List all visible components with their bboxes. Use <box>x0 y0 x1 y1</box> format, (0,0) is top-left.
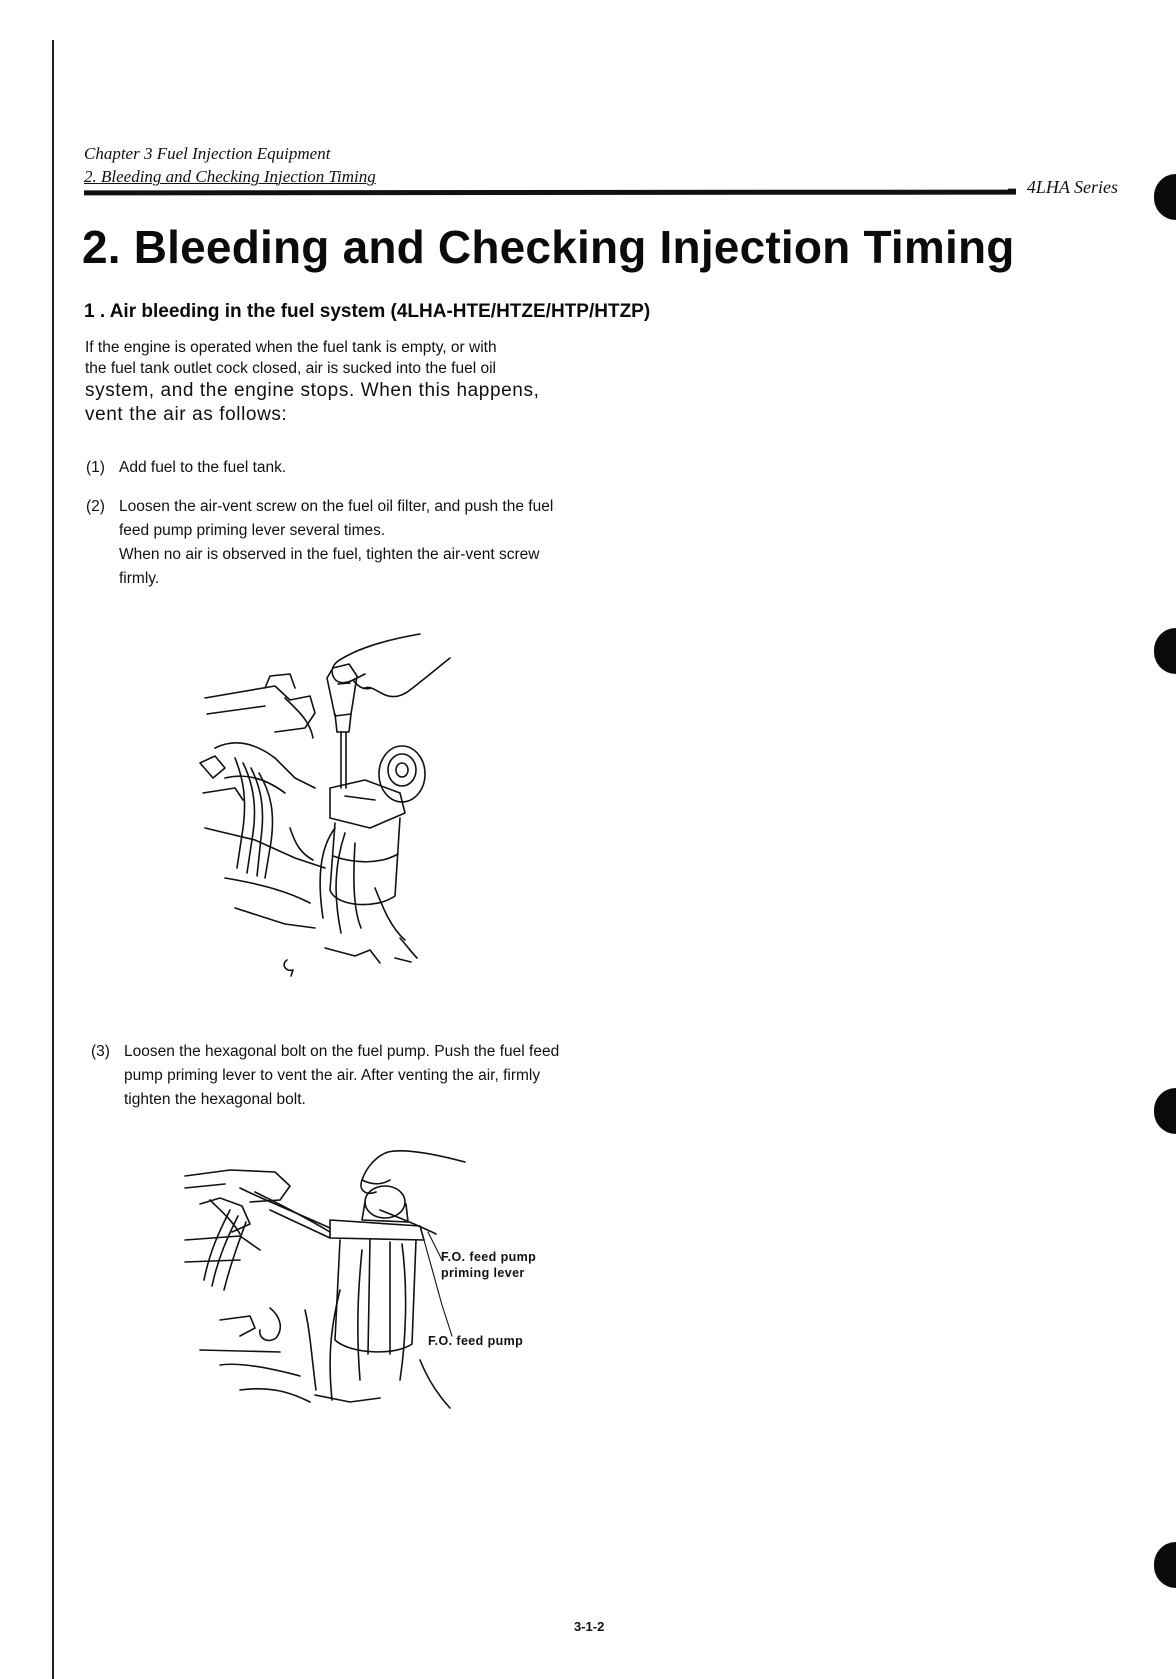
running-head <box>84 142 376 188</box>
chapter-heading: Chapter 3 Fuel Injection Equipment <box>84 144 331 163</box>
feed-pump-illustration <box>180 1140 470 1415</box>
series-tag: 4LHA Series <box>1026 177 1118 197</box>
left-margin-line <box>52 40 54 1679</box>
feed-pump-callout: F.O. feed pump <box>428 1334 524 1348</box>
page-title: 2. Bleeding and Checking Injection Timing <box>82 221 1015 273</box>
binder-hole <box>1154 1088 1176 1134</box>
intro-line-3: system, and the engine stops. When this happens, <box>85 380 540 401</box>
section-heading: 2. Bleeding and Checking Injection Timing <box>84 167 376 186</box>
step-3 <box>91 1040 591 1112</box>
step-number: (3) <box>91 1043 110 1060</box>
air-vent-screw-illustration <box>195 628 455 988</box>
binder-hole <box>1154 628 1176 674</box>
step-text-continued: When no air is observed in the fuel, tighten the air-vent screw firmly. <box>119 546 540 587</box>
binder-hole <box>1154 1542 1176 1588</box>
priming-lever-callout <box>441 1249 536 1281</box>
binder-hole <box>1154 174 1176 220</box>
step-text: Loosen the hexagonal bolt on the fuel pump. Push the fuel feed pump priming lever to vent the air. After venting the air, firmly tighten the hexagonal bolt. <box>124 1043 560 1108</box>
step-1 <box>86 456 586 480</box>
intro-paragraph <box>85 337 565 427</box>
intro-line-1: If the engine is operated when the fuel tank is empty, or with <box>85 339 497 356</box>
step-number: (2) <box>86 498 105 515</box>
step-2 <box>86 495 586 591</box>
page-number: 3-1-2 <box>574 1619 605 1634</box>
section-title: 1 . Air bleeding in the fuel system (4LHA-HTE/HTZE/HTP/HTZP) <box>84 301 651 322</box>
step-number: (1) <box>86 459 105 476</box>
intro-line-2: the fuel tank outlet cock closed, air is sucked into the fuel oil <box>85 360 496 377</box>
step-text: Add fuel to the fuel tank. <box>119 459 287 476</box>
header-rule <box>84 190 1008 196</box>
step-text: Loosen the air-vent screw on the fuel oil filter, and push the fuel feed pump priming lever several times. <box>119 498 554 539</box>
callout-line: priming lever <box>441 1266 525 1280</box>
callout-line: F.O. feed pump <box>441 1250 537 1264</box>
intro-line-4: vent the air as follows: <box>85 404 288 425</box>
